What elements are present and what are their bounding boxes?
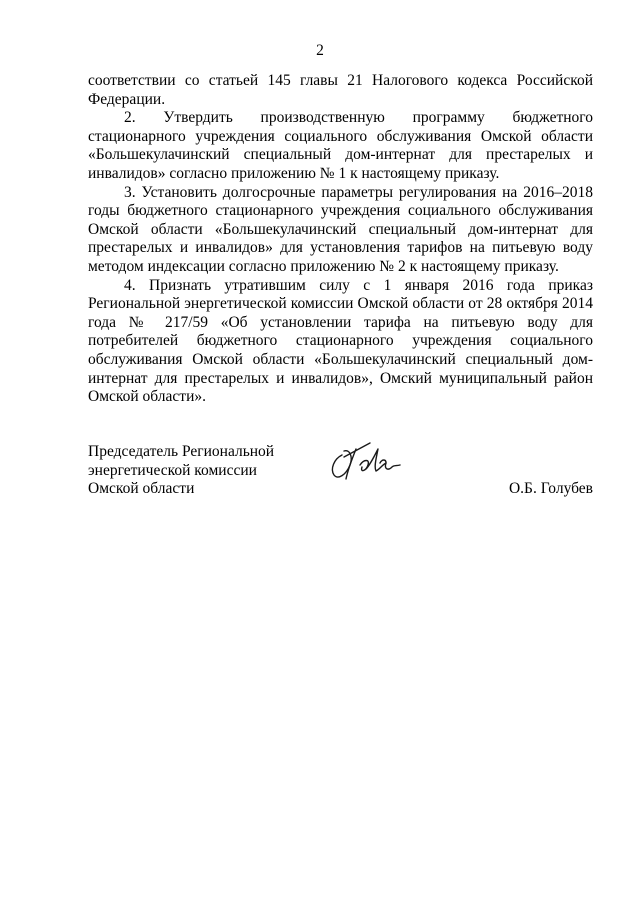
- document-body: [88, 72, 593, 407]
- signer-title-line: энергетической комиссии: [88, 461, 257, 479]
- page-number: 2: [316, 42, 324, 59]
- paragraph-continuation: соответствии со статьей 145 главы 21 Налогового кодекса Российской Федерации.: [88, 72, 593, 108]
- signature-block: [88, 443, 593, 503]
- signer-name: О.Б. Голубев: [508, 480, 593, 497]
- signer-title-line: Председатель Региональной: [88, 443, 275, 460]
- paragraph-item-3: 3. Установить долгосрочные параметры регулирования на 2016–2018 годы бюджетного стационарного учреждения социального обслуживания Омской области «Большекулачинский специальный дом-интернат для престарелых и инвалидов» для установления тарифов на питьевую воду методом индексации согласно приложению № 2 к настоящему приказу.: [88, 183, 593, 275]
- paragraph-item-2: 2. Утвердить производственную программу бюджетного стационарного учреждения социального обслуживания Омской области «Большекулачинский специальный дом-интернат для престарелых и инвалидов» согласно приложению № 1 к настоящему приказу.: [88, 109, 593, 182]
- paragraph-item-4: 4. Признать утратившим силу с 1 января 2016 года приказ Региональной энергетической комиссии Омской области от 28 октября 2014 года № 217/59 «Об установлении тарифа на питьевую воду для потребителей бюджетного стационарного учреждения социального обслуживания Омской области «Большекулачинский специальный дом-интернат для престарелых и инвалидов», Омский муниципальный район Омской области».: [88, 276, 593, 406]
- handwritten-signature: [326, 435, 408, 487]
- signer-title: [88, 443, 274, 499]
- signer-title-line: Омской области: [88, 480, 195, 498]
